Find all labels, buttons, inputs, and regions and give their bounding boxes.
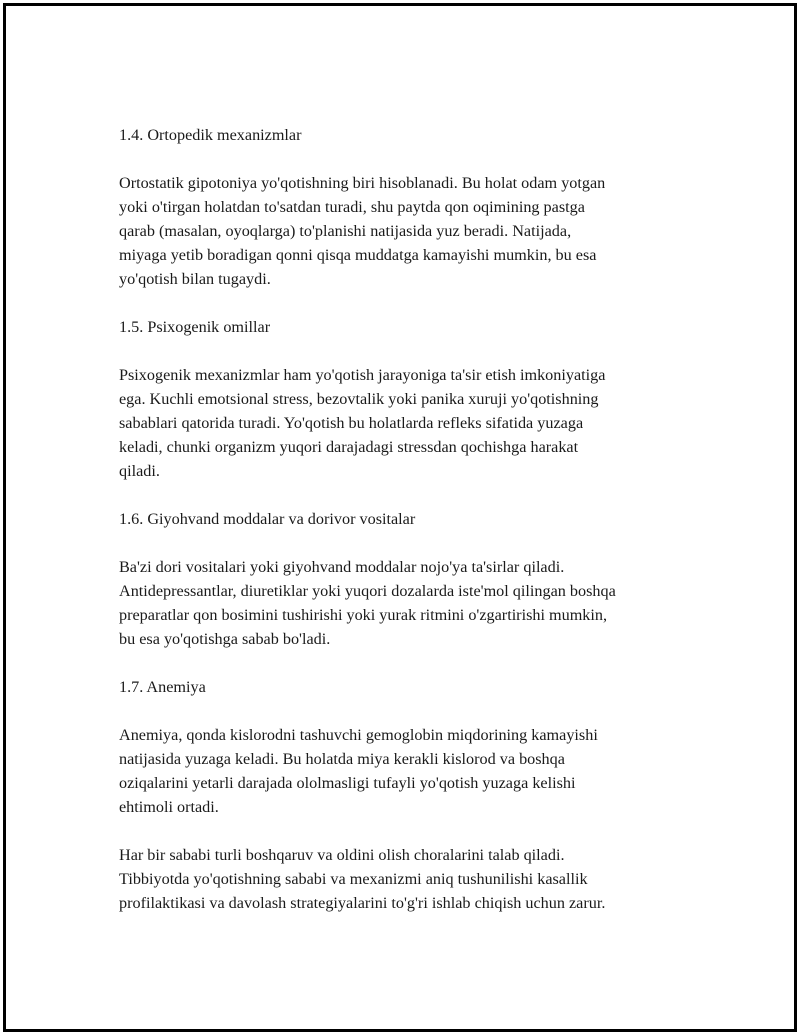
paragraph-line: qarab (masalan, oyoqlarga) to'planishi natijasida yuz beradi. Natijada, — [119, 222, 572, 240]
paragraph-line: sabablari qatorida turadi. Yo'qotish bu holatlarda refleks sifatida yuzaga — [119, 414, 584, 432]
paragraph-line: Ba'zi dori vositalari yoki giyohvand moddalar nojo'ya ta'sirlar qiladi. — [119, 558, 565, 576]
paragraph-line: preparatlar qon bosimini tushirishi yoki yurak ritmini o'zgartirishi mumkin, — [119, 606, 608, 624]
section-heading-1-7: 1.7. Anemiya — [119, 678, 206, 696]
section-heading-1-6: 1.6. Giyohvand moddalar va dorivor vositalar — [119, 510, 416, 528]
section-heading-1-4: 1.4. Ortopedik mexanizmlar — [119, 126, 302, 144]
paragraph-line: natijasida yuzaga keladi. Bu holatda miya kerakli kislorod va boshqa — [119, 750, 565, 768]
paragraph-line: qiladi. — [119, 462, 160, 480]
paragraph-line: yoki o'tirgan holatdan to'satdan turadi, shu paytda qon oqimining pastga — [119, 198, 585, 216]
paragraph-line: bu esa yo'qotishga sabab bo'ladi. — [119, 630, 331, 648]
section-paragraph-1-5 — [119, 363, 709, 483]
paragraph-line: oziqalarini yetarli darajada ololmasligi tufayli yo'qotish yuzaga kelishi — [119, 774, 576, 792]
document-body — [119, 123, 709, 939]
page-frame — [3, 3, 797, 1032]
paragraph-line: profilaktikasi va davolash strategiyalarini to'g'ri ishlab chiqish uchun zarur. — [119, 894, 606, 912]
paragraph-line: Ortostatik gipotoniya yo'qotishning biri hisoblanadi. Bu holat odam yotgan — [119, 174, 606, 192]
paragraph-line: Antidepressantlar, diuretiklar yoki yuqori dozalarda iste'mol qilingan boshqa — [119, 582, 616, 600]
section-heading-1-5: 1.5. Psixogenik omillar — [119, 318, 271, 336]
section-paragraph-1-7 — [119, 723, 709, 819]
paragraph-line: Har bir sababi turli boshqaruv va oldini olish choralarini talab qiladi. — [119, 846, 565, 864]
section-paragraph-1-4 — [119, 171, 709, 291]
closing-paragraph — [119, 843, 709, 915]
paragraph-line: ehtimoli ortadi. — [119, 798, 219, 816]
paragraph-line: keladi, chunki organizm yuqori darajadagi stressdan qochishga harakat — [119, 438, 579, 456]
paragraph-line: miyaga yetib boradigan qonni qisqa muddatga kamayishi mumkin, bu esa — [119, 246, 597, 264]
paragraph-line: ega. Kuchli emotsional stress, bezovtalik yoki panika xuruji yo'qotishning — [119, 390, 599, 408]
paragraph-line: Psixogenik mexanizmlar ham yo'qotish jarayoniga ta'sir etish imkoniyatiga — [119, 366, 606, 384]
paragraph-line: Tibbiyotda yo'qotishning sababi va mexanizmi aniq tushunilishi kasallik — [119, 870, 588, 888]
section-paragraph-1-6 — [119, 555, 709, 651]
paragraph-line: Anemiya, qonda kislorodni tashuvchi gemoglobin miqdorining kamayishi — [119, 726, 598, 744]
paragraph-line: yo'qotish bilan tugaydi. — [119, 270, 271, 288]
